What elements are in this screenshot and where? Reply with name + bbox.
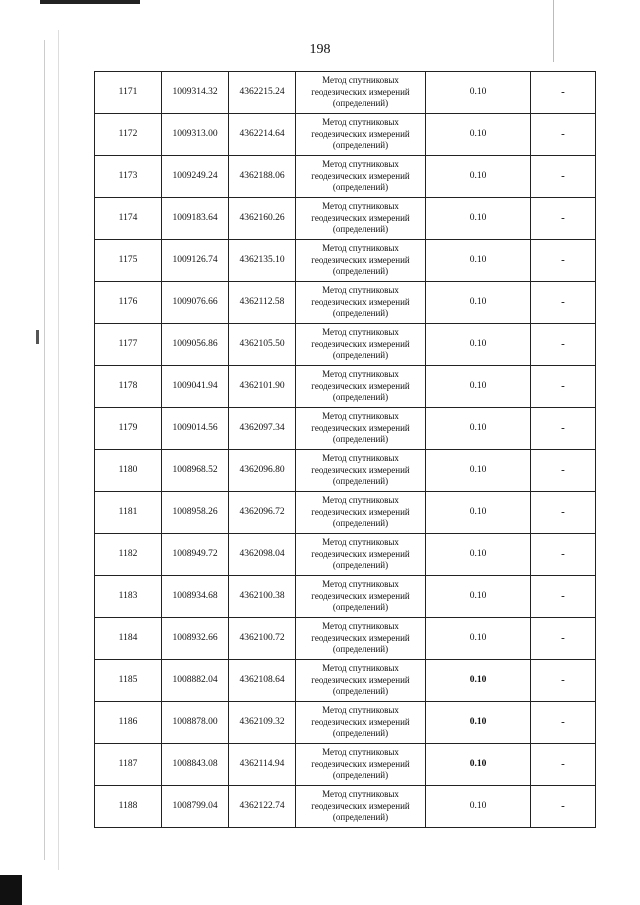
note-cell: - bbox=[531, 408, 596, 450]
note-cell: - bbox=[531, 744, 596, 786]
note-cell: - bbox=[531, 492, 596, 534]
accuracy-cell: 0.10 bbox=[426, 114, 531, 156]
x-coordinate-cell: 1009076.66 bbox=[162, 282, 229, 324]
method-cell bbox=[296, 576, 426, 618]
method-cell bbox=[296, 492, 426, 534]
accuracy-cell: 0.10 bbox=[426, 492, 531, 534]
method-line: Метод спутниковых bbox=[322, 158, 399, 169]
note-cell: - bbox=[531, 660, 596, 702]
y-coordinate-cell: 4362100.38 bbox=[229, 576, 296, 618]
accuracy-cell: 0.10 bbox=[426, 660, 531, 702]
method-cell bbox=[296, 72, 426, 114]
method-line: (определений) bbox=[332, 560, 389, 571]
method-line: геодезических измерений bbox=[311, 170, 410, 181]
method-line: (определений) bbox=[332, 266, 389, 277]
y-coordinate-cell: 4362112.58 bbox=[229, 282, 296, 324]
point-number-cell: 1188 bbox=[95, 786, 162, 828]
note-cell: - bbox=[531, 324, 596, 366]
table-row bbox=[95, 702, 596, 744]
point-number-cell: 1174 bbox=[95, 198, 162, 240]
method-line: (определений) bbox=[332, 476, 389, 487]
method-cell bbox=[296, 324, 426, 366]
x-coordinate-cell: 1008968.52 bbox=[162, 450, 229, 492]
y-coordinate-cell: 4362188.06 bbox=[229, 156, 296, 198]
table-row bbox=[95, 534, 596, 576]
method-line: Метод спутниковых bbox=[322, 704, 399, 715]
method-line: геодезических измерений bbox=[311, 254, 410, 265]
table-row bbox=[95, 72, 596, 114]
method-line: (определений) bbox=[332, 224, 389, 235]
x-coordinate-cell: 1008878.00 bbox=[162, 702, 229, 744]
method-line: (определений) bbox=[332, 812, 389, 823]
coordinates-table-body bbox=[95, 72, 596, 828]
point-number-cell: 1176 bbox=[95, 282, 162, 324]
point-number-cell: 1180 bbox=[95, 450, 162, 492]
accuracy-cell: 0.10 bbox=[426, 324, 531, 366]
accuracy-cell: 0.10 bbox=[426, 408, 531, 450]
accuracy-cell: 0.10 bbox=[426, 786, 531, 828]
method-line: (определений) bbox=[332, 770, 389, 781]
method-cell bbox=[296, 282, 426, 324]
y-coordinate-cell: 4362114.94 bbox=[229, 744, 296, 786]
method-cell bbox=[296, 114, 426, 156]
method-line: геодезических измерений bbox=[311, 758, 410, 769]
note-cell: - bbox=[531, 156, 596, 198]
method-cell bbox=[296, 450, 426, 492]
point-number-cell: 1178 bbox=[95, 366, 162, 408]
method-line: геодезических измерений bbox=[311, 800, 410, 811]
method-line: (определений) bbox=[332, 602, 389, 613]
x-coordinate-cell: 1009314.32 bbox=[162, 72, 229, 114]
accuracy-cell: 0.10 bbox=[426, 240, 531, 282]
method-line: (определений) bbox=[332, 392, 389, 403]
method-line: геодезических измерений bbox=[311, 422, 410, 433]
table-row bbox=[95, 786, 596, 828]
method-cell bbox=[296, 786, 426, 828]
accuracy-cell: 0.10 bbox=[426, 534, 531, 576]
accuracy-cell: 0.10 bbox=[426, 366, 531, 408]
method-line: (определений) bbox=[332, 434, 389, 445]
table-row bbox=[95, 450, 596, 492]
note-cell: - bbox=[531, 114, 596, 156]
y-coordinate-cell: 4362098.04 bbox=[229, 534, 296, 576]
note-cell: - bbox=[531, 702, 596, 744]
method-line: геодезических измерений bbox=[311, 128, 410, 139]
scan-artifact-bar bbox=[40, 0, 140, 4]
method-line: геодезических измерений bbox=[311, 590, 410, 601]
note-cell: - bbox=[531, 198, 596, 240]
note-cell: - bbox=[531, 282, 596, 324]
y-coordinate-cell: 4362122.74 bbox=[229, 786, 296, 828]
method-line: (определений) bbox=[332, 98, 389, 109]
accuracy-cell: 0.10 bbox=[426, 450, 531, 492]
method-line: Метод спутниковых bbox=[322, 746, 399, 757]
x-coordinate-cell: 1008949.72 bbox=[162, 534, 229, 576]
table-row bbox=[95, 618, 596, 660]
method-line: геодезических измерений bbox=[311, 632, 410, 643]
x-coordinate-cell: 1008958.26 bbox=[162, 492, 229, 534]
method-line: (определений) bbox=[332, 182, 389, 193]
y-coordinate-cell: 4362096.72 bbox=[229, 492, 296, 534]
method-cell bbox=[296, 660, 426, 702]
note-cell: - bbox=[531, 576, 596, 618]
method-line: геодезических измерений bbox=[311, 548, 410, 559]
x-coordinate-cell: 1008932.66 bbox=[162, 618, 229, 660]
method-line: Метод спутниковых bbox=[322, 284, 399, 295]
method-cell bbox=[296, 198, 426, 240]
method-line: Метод спутниковых bbox=[322, 578, 399, 589]
method-line: Метод спутниковых bbox=[322, 494, 399, 505]
accuracy-cell: 0.10 bbox=[426, 282, 531, 324]
method-line: геодезических измерений bbox=[311, 506, 410, 517]
note-cell: - bbox=[531, 786, 596, 828]
method-line: (определений) bbox=[332, 686, 389, 697]
method-cell bbox=[296, 408, 426, 450]
method-line: геодезических измерений bbox=[311, 338, 410, 349]
note-cell: - bbox=[531, 450, 596, 492]
page-number: 198 bbox=[309, 42, 331, 57]
method-line: Метод спутниковых bbox=[322, 74, 399, 85]
accuracy-cell: 0.10 bbox=[426, 744, 531, 786]
accuracy-cell: 0.10 bbox=[426, 72, 531, 114]
x-coordinate-cell: 1009249.24 bbox=[162, 156, 229, 198]
x-coordinate-cell: 1009056.86 bbox=[162, 324, 229, 366]
method-line: Метод спутниковых bbox=[322, 620, 399, 631]
point-number-cell: 1182 bbox=[95, 534, 162, 576]
method-line: Метод спутниковых bbox=[322, 662, 399, 673]
method-cell bbox=[296, 702, 426, 744]
method-cell bbox=[296, 156, 426, 198]
table-row bbox=[95, 660, 596, 702]
y-coordinate-cell: 4362135.10 bbox=[229, 240, 296, 282]
point-number-cell: 1171 bbox=[95, 72, 162, 114]
y-coordinate-cell: 4362109.32 bbox=[229, 702, 296, 744]
point-number-cell: 1172 bbox=[95, 114, 162, 156]
method-line: геодезических измерений bbox=[311, 86, 410, 97]
method-line: (определений) bbox=[332, 644, 389, 655]
x-coordinate-cell: 1009041.94 bbox=[162, 366, 229, 408]
method-line: Метод спутниковых bbox=[322, 326, 399, 337]
note-cell: - bbox=[531, 366, 596, 408]
y-coordinate-cell: 4362101.90 bbox=[229, 366, 296, 408]
table-row bbox=[95, 366, 596, 408]
note-cell: - bbox=[531, 534, 596, 576]
point-number-cell: 1185 bbox=[95, 660, 162, 702]
accuracy-cell: 0.10 bbox=[426, 198, 531, 240]
x-coordinate-cell: 1009313.00 bbox=[162, 114, 229, 156]
method-line: (определений) bbox=[332, 140, 389, 151]
y-coordinate-cell: 4362108.64 bbox=[229, 660, 296, 702]
x-coordinate-cell: 1008843.08 bbox=[162, 744, 229, 786]
scan-artifact-line bbox=[44, 40, 45, 860]
method-line: (определений) bbox=[332, 518, 389, 529]
y-coordinate-cell: 4362105.50 bbox=[229, 324, 296, 366]
table-row bbox=[95, 408, 596, 450]
method-line: (определений) bbox=[332, 728, 389, 739]
method-line: Метод спутниковых bbox=[322, 242, 399, 253]
x-coordinate-cell: 1008799.04 bbox=[162, 786, 229, 828]
method-line: геодезических измерений bbox=[311, 212, 410, 223]
table-row bbox=[95, 492, 596, 534]
note-cell: - bbox=[531, 618, 596, 660]
note-cell: - bbox=[531, 240, 596, 282]
table-row bbox=[95, 576, 596, 618]
table-row bbox=[95, 744, 596, 786]
method-line: Метод спутниковых bbox=[322, 200, 399, 211]
note-cell: - bbox=[531, 72, 596, 114]
point-number-cell: 1179 bbox=[95, 408, 162, 450]
y-coordinate-cell: 4362215.24 bbox=[229, 72, 296, 114]
x-coordinate-cell: 1009126.74 bbox=[162, 240, 229, 282]
y-coordinate-cell: 4362100.72 bbox=[229, 618, 296, 660]
method-line: геодезических измерений bbox=[311, 380, 410, 391]
accuracy-cell: 0.10 bbox=[426, 576, 531, 618]
method-line: Метод спутниковых bbox=[322, 788, 399, 799]
method-line: геодезических измерений bbox=[311, 464, 410, 475]
point-number-cell: 1184 bbox=[95, 618, 162, 660]
accuracy-cell: 0.10 bbox=[426, 618, 531, 660]
table-row bbox=[95, 282, 596, 324]
x-coordinate-cell: 1008934.68 bbox=[162, 576, 229, 618]
point-number-cell: 1186 bbox=[95, 702, 162, 744]
method-line: Метод спутниковых bbox=[322, 116, 399, 127]
scan-artifact-corner bbox=[0, 875, 22, 905]
x-coordinate-cell: 1009014.56 bbox=[162, 408, 229, 450]
x-coordinate-cell: 1009183.64 bbox=[162, 198, 229, 240]
accuracy-cell: 0.10 bbox=[426, 156, 531, 198]
y-coordinate-cell: 4362096.80 bbox=[229, 450, 296, 492]
method-line: геодезических измерений bbox=[311, 296, 410, 307]
point-number-cell: 1181 bbox=[95, 492, 162, 534]
point-number-cell: 1183 bbox=[95, 576, 162, 618]
method-line: (определений) bbox=[332, 350, 389, 361]
method-line: Метод спутниковых bbox=[322, 368, 399, 379]
point-number-cell: 1187 bbox=[95, 744, 162, 786]
scan-artifact-line bbox=[58, 30, 59, 870]
point-number-cell: 1173 bbox=[95, 156, 162, 198]
point-number-cell: 1177 bbox=[95, 324, 162, 366]
method-line: геодезических измерений bbox=[311, 674, 410, 685]
table-row bbox=[95, 240, 596, 282]
method-cell bbox=[296, 744, 426, 786]
table-row bbox=[95, 198, 596, 240]
y-coordinate-cell: 4362160.26 bbox=[229, 198, 296, 240]
method-cell bbox=[296, 618, 426, 660]
method-cell bbox=[296, 366, 426, 408]
method-cell bbox=[296, 240, 426, 282]
method-line: геодезических измерений bbox=[311, 716, 410, 727]
method-line: Метод спутниковых bbox=[322, 536, 399, 547]
method-line: Метод спутниковых bbox=[322, 410, 399, 421]
method-cell bbox=[296, 534, 426, 576]
table-row bbox=[95, 324, 596, 366]
table-row bbox=[95, 114, 596, 156]
y-coordinate-cell: 4362097.34 bbox=[229, 408, 296, 450]
point-number-cell: 1175 bbox=[95, 240, 162, 282]
method-line: Метод спутниковых bbox=[322, 452, 399, 463]
x-coordinate-cell: 1008882.04 bbox=[162, 660, 229, 702]
method-line: (определений) bbox=[332, 308, 389, 319]
y-coordinate-cell: 4362214.64 bbox=[229, 114, 296, 156]
accuracy-cell: 0.10 bbox=[426, 702, 531, 744]
table-row bbox=[95, 156, 596, 198]
scan-artifact-mark bbox=[36, 330, 39, 344]
coordinates-table bbox=[94, 71, 596, 828]
